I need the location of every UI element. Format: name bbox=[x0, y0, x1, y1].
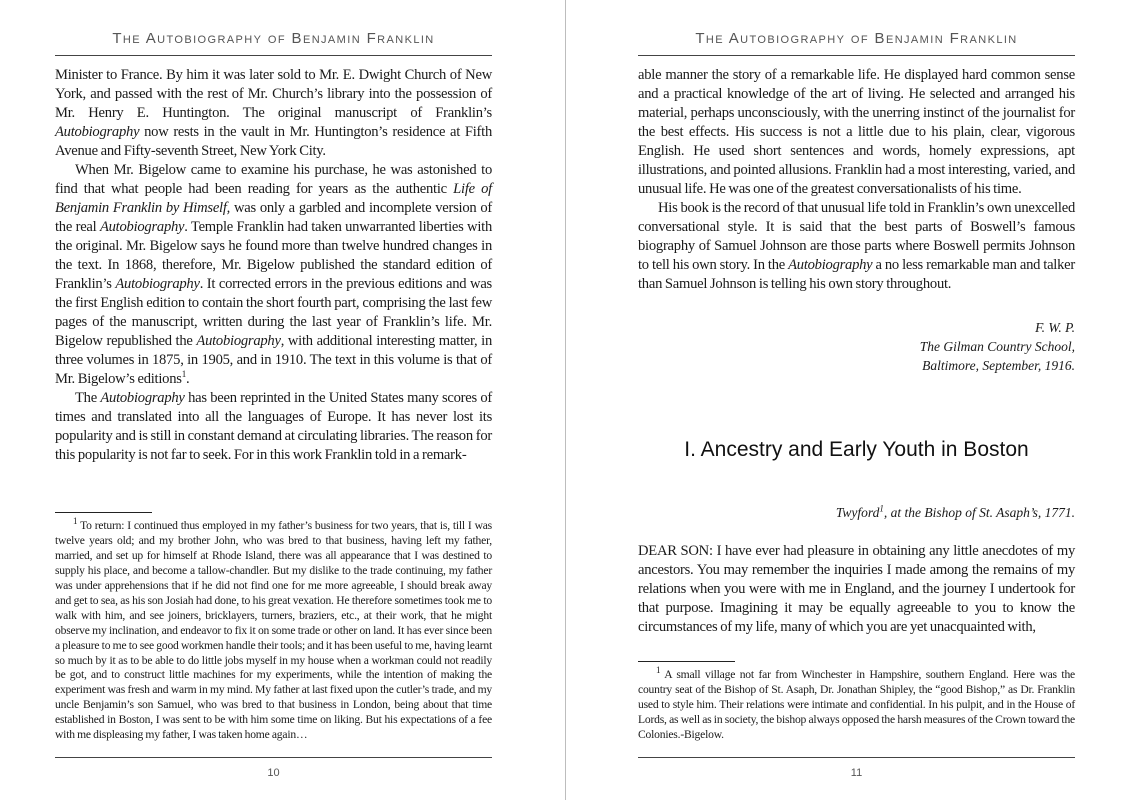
paragraph: DEAR SON: I have ever had pleasure in obtaining any little anecdotes of my ancestors. You may remember the inquiries I made among the remains of my relations when you were with me in England, and the journey I undertook for that purpose. Imagining it may be equally agreeable to you to know the circumstances of my life, many of which you are yet unacquainted with, bbox=[638, 543, 1075, 635]
italic-text: Autobiography bbox=[100, 390, 185, 406]
footnote bbox=[638, 665, 1075, 743]
paragraph: able manner the story of a remarkable life. He displayed hard common sense and a practical knowledge of the art of living. He selected and arranged his material, perhaps unconsciously, with the unerring instinct of the journalist for the best effects. His success is not a little due to his plain, clear, vigorous English. He used short sentences and words, homely expressions, apt illustrations, and pointed allusions. Franklin had a most interesting, varied, and unusual life. He was one of the greatest conversationalists of his time. bbox=[638, 67, 1075, 197]
footnote-ref[interactable]: 1 bbox=[181, 369, 186, 380]
text: . bbox=[185, 371, 190, 387]
text: . It corrected errors in the previous editions and was the first English edition to contain the short fourth part, comprising the last few pages of the manuscript, written during the last year of Franklin’s life. Mr. Bigelow republished the bbox=[55, 276, 492, 349]
header-rule bbox=[638, 55, 1075, 56]
footnote bbox=[55, 516, 492, 743]
text: , with additional interesting matter, in three volumes in 1875, in 1905, and in 1910. The text in this volume is that of Mr. Bigelow’s editions bbox=[55, 333, 493, 387]
text: . Temple Franklin had taken unwarranted liberties with the original. Mr. Bigelow says he found more than twelve hundred changes in the text. In 1868, therefore, Mr. Bigelow published the standard edition of Franklin’s bbox=[55, 219, 493, 292]
signature-place-date: Baltimore, September, 1916. bbox=[922, 358, 1075, 373]
footnote-area bbox=[638, 649, 1075, 743]
italic-text: Autobiography bbox=[196, 333, 281, 349]
text: a no less remarkable man and talker than Samuel Johnson is telling his own story throughout. bbox=[638, 257, 1075, 292]
footer-rule bbox=[638, 757, 1075, 758]
paragraph bbox=[55, 66, 492, 161]
paragraph bbox=[55, 389, 492, 465]
text: Twyford bbox=[835, 505, 880, 520]
footnote-ref[interactable]: 1 bbox=[879, 503, 884, 514]
book-spine-divider bbox=[565, 0, 566, 800]
text: When Mr. Bigelow came to examine his purchase, he was astonished to find that what people had been reading for years as the authentic bbox=[55, 162, 492, 197]
body-text bbox=[638, 66, 1075, 294]
signature-school: The Gilman Country School, bbox=[919, 339, 1075, 354]
italic-text: Life of Benjamin Franklin by Himself, bbox=[55, 181, 492, 216]
italic-text: Autobiography bbox=[99, 219, 185, 235]
chapter-title: I. Ancestry and Early Youth in Boston bbox=[684, 438, 1029, 461]
text: has been reprinted in the United States many scores of times and translated into all the languages of Europe. It has never lost its popularity and is still in constant demand at circulating libraries. The reason for this popularity is not far to seek. For in this work Franklin told in a remark- bbox=[55, 390, 492, 463]
signature-initials: F. W. P. bbox=[1035, 320, 1075, 335]
italic-text: Autobiography bbox=[55, 124, 140, 140]
left-page bbox=[55, 0, 492, 800]
footnote-text: A small village not far from Winchester in Hampshire, southern England. Here was the country seat of the Bishop of St. Asaph, Dr. Jonathan Shipley, the “good Bishop,” as Dr. Franklin used to style him. Their relations were intimate and confidential. In his pulpit, and in the House of Lords, as well as in society, the bishop always opposed the harsh measures of the Crown toward the Colonies.-Bigelow. bbox=[638, 668, 1075, 742]
running-head: The Autobiography of Benjamin Franklin bbox=[112, 30, 435, 47]
footnote-marker: 1 bbox=[656, 665, 661, 676]
paragraph bbox=[638, 199, 1075, 294]
body-text bbox=[55, 66, 492, 465]
footnote-rule bbox=[638, 661, 735, 662]
text: was only a garbled and incomplete version of the real bbox=[55, 200, 493, 235]
running-head: The Autobiography of Benjamin Franklin bbox=[695, 30, 1018, 47]
signature-block bbox=[638, 318, 1075, 375]
footnote-marker: 1 bbox=[73, 516, 78, 527]
footnote-text: To return: I continued thus employed in my father’s business for two years, that is, till I was twelve years old; and my brother John, who was bred to that business, having left my father, married, and set up for himself at Rhode Island, there was all appearance that I was destined to supply his place, and become a tallow-chandler. But my dislike to the trade continuing, my father was under apprehensions that if he did not find one for me more agreeable, I should break away and get to sea, as his son Josiah had done, to his great vexation. He therefore sometimes took me to walk with him, and see joiners, bricklayers, turners, braziers, etc., at their work, that he might observe my inclination, and endeavor to fix it on some trade or other on land. It has ever since been a pleasure to me to see good workmen handle their tools; and it has been useful to me, having learnt so much by it as to be able to do little jobs myself in my house when a workman could not readily be got, and to construct little machines for my experiments, while the intention of making the experiment was fresh and warm in my mind. My father at last fixed upon the cutler’s trade, and my uncle Benjamin’s son Samuel, who was bred to that business in London, being about that time established in Boston, I was sent to be with him some time on liking. But his expectations of a fee with me displeasing my father, I was taken home again… bbox=[55, 519, 492, 742]
text: , at the Bishop of St. Asaph’s, 1771. bbox=[883, 505, 1075, 520]
footer-rule bbox=[55, 757, 492, 758]
dateline bbox=[638, 503, 1075, 522]
text: His book is the record of that unusual life told in Franklin’s own unexcelled conversational style. It is said that the best parts of Boswell’s famous biography of Samuel Johnson are those parts where Boswell permits Johnson to tell his own story. In the bbox=[638, 200, 1075, 273]
header-rule bbox=[55, 55, 492, 56]
text: now rests in the vault in Mr. Huntington’s residence at Fifth Avenue and Fifty-seventh Street, New York City. bbox=[55, 124, 492, 159]
body-text bbox=[638, 542, 1075, 637]
paragraph bbox=[55, 161, 492, 389]
italic-text: Autobiography bbox=[115, 276, 200, 292]
page-number: 10 bbox=[267, 767, 280, 779]
text: The bbox=[75, 390, 101, 406]
italic-text: Autobiography bbox=[788, 257, 873, 273]
page-number: 11 bbox=[850, 767, 863, 779]
right-page bbox=[638, 0, 1075, 800]
footnote-area bbox=[55, 500, 492, 743]
text: Minister to France. By him it was later sold to Mr. E. Dwight Church of New York, and passed with the rest of Mr. Church’s library into the possession of Mr. Henry E. Huntington. The original manuscript of Franklin’s bbox=[55, 67, 492, 121]
footnote-rule bbox=[55, 512, 152, 513]
